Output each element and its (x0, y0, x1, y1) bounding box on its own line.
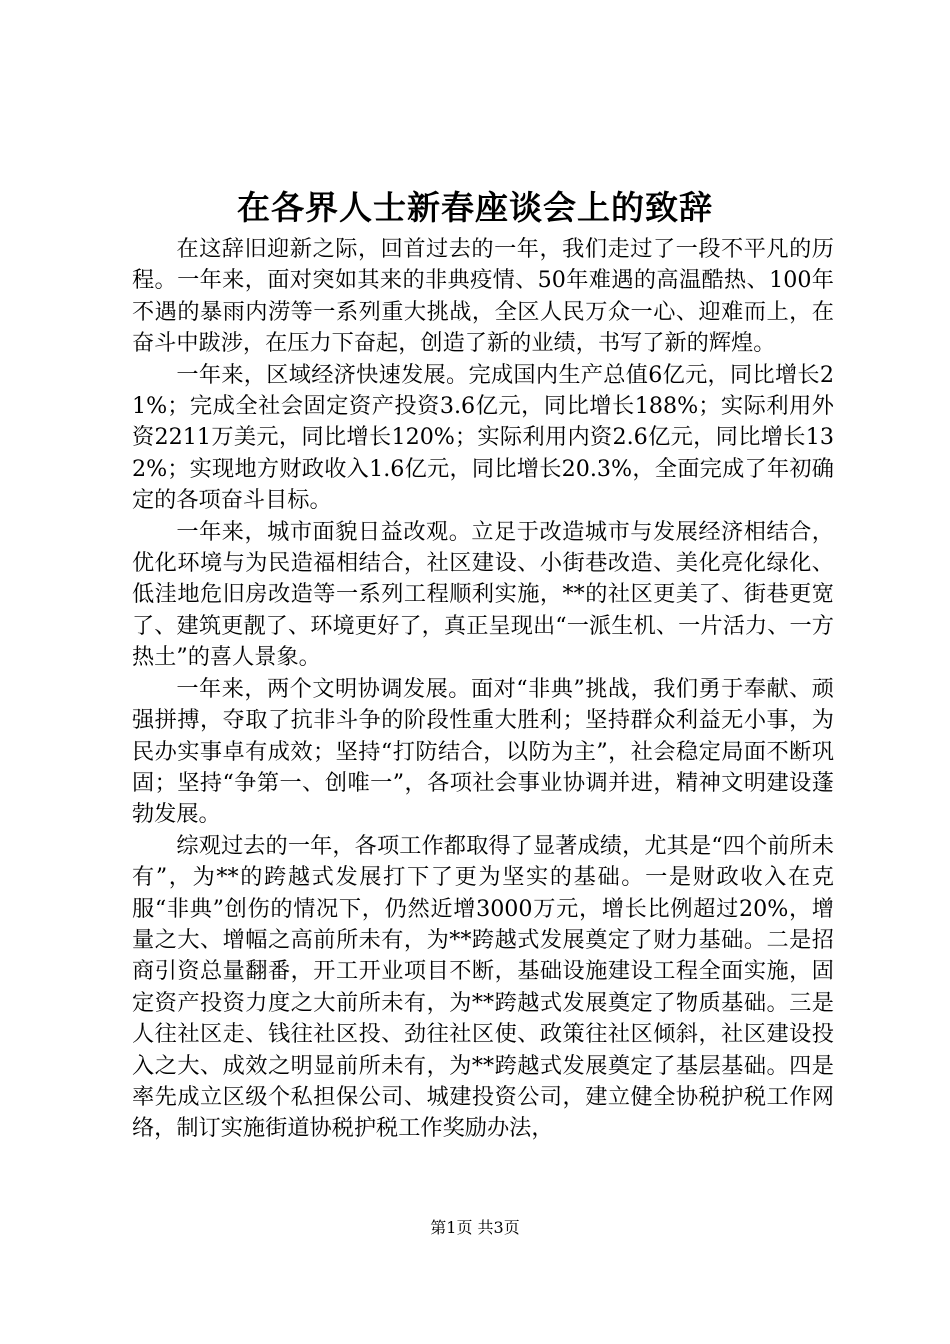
paragraph-summary: 综观过去的一年，各项工作都取得了显著成绩，尤其是“四个前所未有”，为**的跨越式发展打下了更为坚实的基础。一是财政收入在克服“非典”创伤的情况下，仍然近增3000万元，增长比例超过20%，增量之大、增幅之高前所未有，为**跨越式发展奠定了财力基础。二是招商引资总量翻番，开工开业项目不断，基础设施建设工程全面实施，固定资产投资力度之大前所未有，为**跨越式发展奠定了物质基础。三是人往社区走、钱往社区投、劲往社区使、政策往社区倾斜，社区建设投入之大、成效之明显前所未有，为**跨越式发展奠定了基层基础。四是率先成立区级个私担保公司、城建投资公司，建立健全协税护税工作网络，制订实施街道协税护税工作奖励办法， (132, 832, 834, 1142)
paragraph-economy: 一年来，区域经济快速发展。完成国内生产总值6亿元，同比增长21%；完成全社会固定资产投资3.6亿元，同比增长188%；实际利用外资2211万美元，同比增长120%；实际利用内资2.6亿元，同比增长132%；实现地方财政收入1.6亿元，同比增长20.3%，全面完成了年初确定的各项奋斗目标。 (132, 361, 834, 514)
page-number-footer: 第1页 共3页 (430, 1218, 520, 1237)
paragraph-city: 一年来，城市面貌日益改观。立足于改造城市与发展经济相结合，优化环境与为民造福相结合，社区建设、小街巷改造、美化亮化绿化、低洼地危旧房改造等一系列工程顺利实施，**的社区更美了、街巷更宽了、建筑更靓了、环境更好了，真正呈现出“一派生机、一片活力、一方热土”的喜人景象。 (132, 518, 834, 671)
document-title: 在各界人士新春座谈会上的致辞 (237, 188, 713, 227)
document-body (132, 234, 834, 1145)
paragraph-intro: 在这辞旧迎新之际，回首过去的一年，我们走过了一段不平凡的历程。一年来，面对突如其来的非典疫情、50年难遇的高温酷热、100年不遇的暴雨内涝等一系列重大挑战，全区人民万众一心、迎难而上，在奋斗中跋涉，在压力下奋起，创造了新的业绩，书写了新的辉煌。 (132, 236, 834, 357)
paragraph-civilization: 一年来，两个文明协调发展。面对“非典”挑战，我们勇于奉献、顽强拼搏，夺取了抗非斗争的阶段性重大胜利；坚持群众利益无小事，为民办实事卓有成效；坚持“打防结合，以防为主”，社会稳定局面不断巩固；坚持“争第一、创唯一”，各项社会事业协调并进，精神文明建设蓬勃发展。 (132, 675, 834, 828)
